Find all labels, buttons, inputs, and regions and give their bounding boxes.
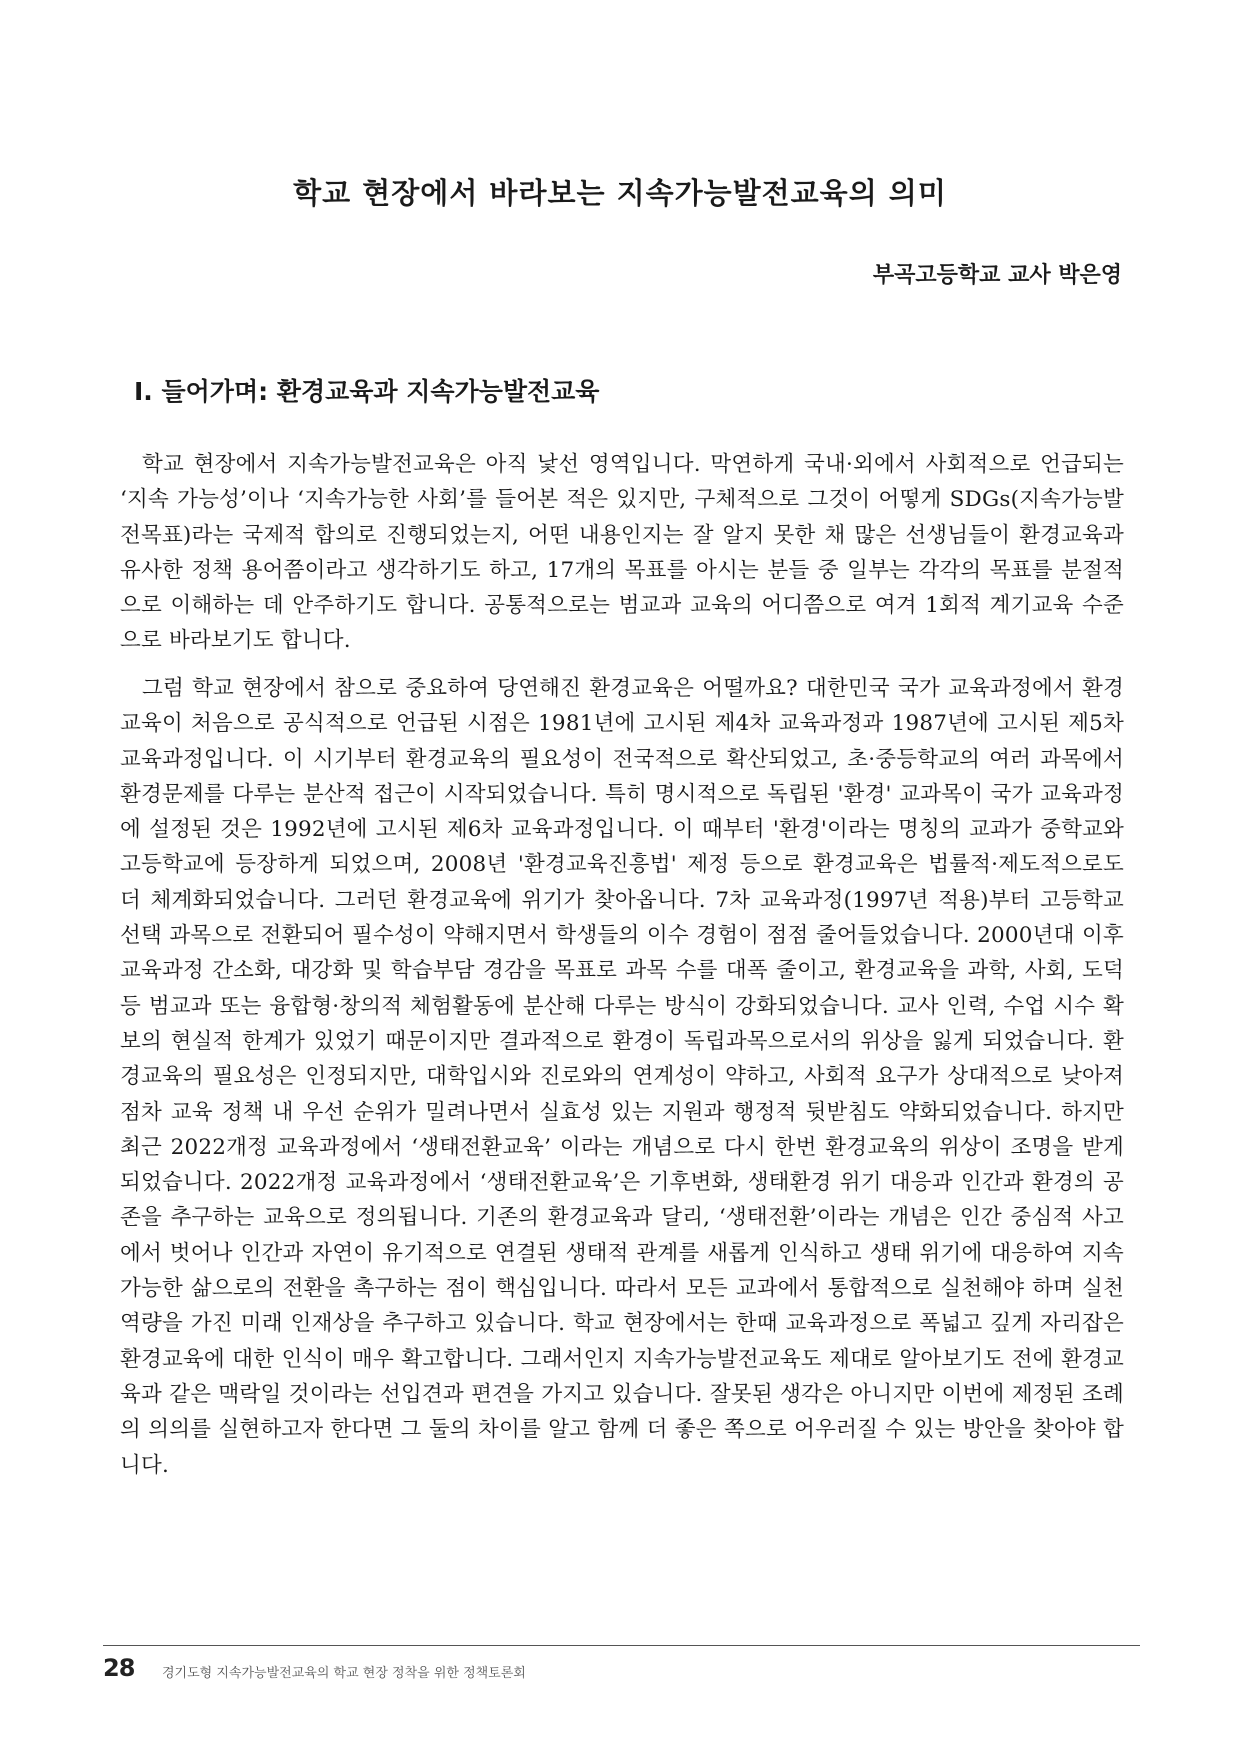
section-heading: Ⅰ. 들어가며: 환경교육과 지속가능발전교육	[134, 377, 600, 406]
body-paragraph-2: 그럼 학교 현장에서 참으로 중요하여 당연해진 환경교육은 어떨까요? 대한민국 국가 교육과정에서 환경교육이 처음으로 공식적으로 언급된 시점은 1981년에 고시된 제4차 교육과정과 1987년에 고시된 제5차 교육과정입니다. 이 시기부터 환경교육의 필요성이 전국적으로 확산되었고, 초·중등학교의 여러 과목에서 환경문제를 다루는 분산적 접근이 시작되었습니다. 특히 명시적으로 독립된 '환경' 교과목이 국가 교육과정에 설정된 것은 1992년에 고시된 제6차 교육과정입니다. 이 때부터 '환경'이라는 명칭의 교과가 중학교와 고등학교에 등장하게 되었으며, 2008년 '환경교육진흥법' 제정 등으로 환경교육은 법률적·제도적으로도 더 체계화되었습니다. 그러던 환경교육에 위기가 찾아옵니다. 7차 교육과정(1997년 적용)부터 고등학교 선택 과목으로 전환되어 필수성이 약해지면서 학생들의 이수 경험이 점점 줄어들었습니다. 2000년대 이후 교육과정 간소화, 대강화 및 학습부담 경감을 목표로 과목 수를 대폭 줄이고, 환경교육을 과학, 사회, 도덕 등 범교과 또는 융합형·창의적 체험활동에 분산해 다루는 방식이 강화되었습니다. 교사 인력, 수업 시수 확보의 현실적 한계가 있었기 때문이지만 결과적으로 환경이 독립과목으로서의 위상을 잃게 되었습니다. 환경교육의 필요성은 인정되지만, 대학입시와 진로와의 연계성이 약하고, 사회적 요구가 상대적으로 낮아져 점차 교육 정책 내 우선 순위가 밀려나면서 실효성 있는 지원과 행정적 뒷받침도 약화되었습니다. 하지만 최근 2022개정 교육과정에서 ‘생태전환교육’ 이라는 개념으로 다시 한번 환경교육의 위상이 조명을 받게 되었습니다. 2022개정 교육과정에서 ‘생태전환교육’은 기후변화, 생태환경 위기 대응과 인간과 환경의 공존을 추구하는 교육으로 정의됩니다. 기존의 환경교육과 달리, ‘생태전환’이라는 개념은 인간 중심적 사고에서 벗어나 인간과 자연이 유기적으로 연결된 생태적 관계를 새롭게 인식하고 생태 위기에 대응하여 지속가능한 삶으로의 전환을 촉구하는 점이 핵심입니다. 따라서 모든 교과에서 통합적으로 실천해야 하며 실천 역량을 가진 미래 인재상을 추구하고 있습니다. 학교 현장에서는 한때 교육과정으로 폭넓고 깊게 자리잡은 환경교육에 대한 인식이 매우 확고합니다. 그래서인지 지속가능발전교육도 제대로 알아보기도 전에 환경교육과 같은 맥락일 것이라는 선입견과 편견을 가지고 있습니다. 잘못된 생각은 아니지만 이번에 제정된 조례의 의의를 실현하고자 한다면 그 둘의 차이를 알고 함께 더 좋은 쪽으로 어우러질 수 있는 방안을 찾아야 합니다.	[120, 676, 1124, 1478]
page-number: 28	[103, 1654, 135, 1682]
document-title: 학교 현장에서 바라보는 지속가능발전교육의 의미	[293, 176, 947, 210]
author-line: 부곡고등학교 교사 박은영	[872, 263, 1122, 288]
footer-running-title: 경기도형 지속가능발전교육의 학교 현장 정착을 위한 정책토론회	[162, 1666, 526, 1681]
body-paragraph-1: 학교 현장에서 지속가능발전교육은 아직 낯선 영역입니다. 막연하게 국내·외에서 사회적으로 언급되는 ‘지속 가능성’이나 ‘지속가능한 사회’를 들어본 적은 있지만, 구체적으로 그것이 어떻게 SDGs(지속가능발전목표)라는 국제적 합의로 진행되었는지, 어떤 내용인지는 잘 알지 못한 채 많은 선생님들이 환경교육과 유사한 정책 용어쯤이라고 생각하기도 하고, 17개의 목표를 아시는 분들 중 일부는 각각의 목표를 분절적으로 이해하는 데 안주하기도 합니다. 공통적으로는 범교과 교육의 어디쯤으로 여겨 1회적 계기교육 수준으로 바라보기도 합니다.	[120, 452, 1124, 654]
footer-divider	[103, 1645, 1140, 1646]
